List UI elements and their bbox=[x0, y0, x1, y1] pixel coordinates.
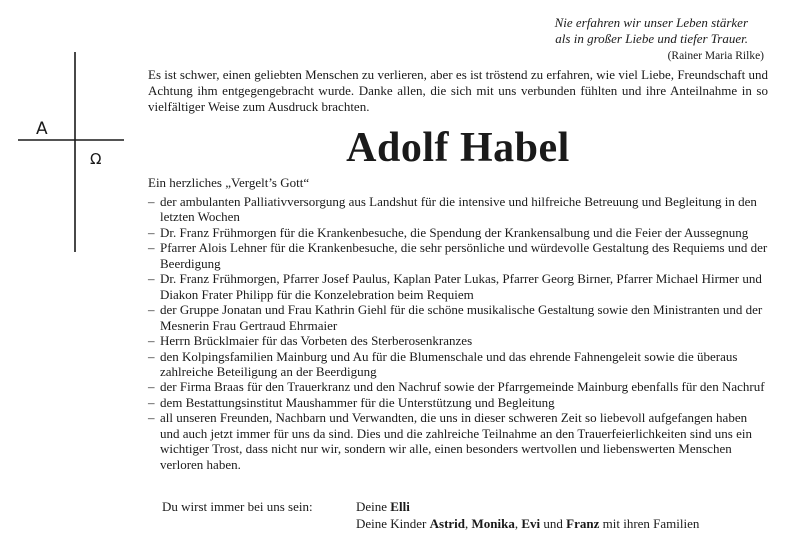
signoff-wife-line bbox=[356, 498, 410, 515]
quote-author: (Rainer Maria Rilke) bbox=[667, 50, 764, 62]
quote-line-1: Nie erfahren wir unser Leben stärker bbox=[554, 15, 748, 30]
child-name: Astrid bbox=[429, 516, 466, 531]
families-suffix: mit ihren Familien bbox=[599, 516, 700, 531]
thanks-item: – Dr. Franz Frühmorgen, Pfarrer Josef Paulus, Kaplan Pater Lukas, Pfarrer Georg Birner, Pfarrer Michael Hirmer und Diakon Frater Philipp für die Konzelebration beim Requiem bbox=[148, 271, 768, 302]
intro-paragraph: Es ist schwer, einen geliebten Menschen zu verlieren, aber es ist tröstend zu erfahren, wie viel Liebe, Freundschaft und Achtung ihm entgegengebracht wurde. Danke allen, die sich mit uns verbunden fühlten und ihre Anteilnahme in so vielfältiger Weise zum Ausdruck brachten. bbox=[148, 67, 768, 114]
signoff-children-line bbox=[162, 515, 699, 532]
signoff-lead: Du wirst immer bei uns sein: bbox=[162, 499, 313, 514]
child-name: Franz bbox=[566, 516, 600, 531]
thanks-item: – den Kolpingsfamilien Mainburg und Au für die Blumenschale und das ehrende Fahnengeleit sowie die überaus zahlreiche Beteiligung an der Beerdigung bbox=[148, 349, 768, 380]
conjunction: und bbox=[540, 516, 567, 531]
cross-icon bbox=[16, 52, 126, 252]
deceased-name: Adolf Habel bbox=[346, 125, 570, 171]
signoff bbox=[162, 498, 699, 532]
children-prefix: Deine Kinder bbox=[356, 516, 427, 531]
thanks-item: – der ambulanten Palliativversorgung aus Landshut für die intensive und hilfreiche Betreuung und Begleitung in den letzten Wochen bbox=[148, 194, 768, 225]
wife-name: Elli bbox=[390, 499, 410, 514]
child-name: Evi bbox=[521, 516, 541, 531]
thanks-item: – Pfarrer Alois Lehner für die Krankenbesuche, die sehr persönliche und würdevolle Gestaltung des Requiems und der Beerdigung bbox=[148, 240, 768, 271]
thanks-item: – dem Bestattungsinstitut Maushammer für die Unterstützung und Begleitung bbox=[148, 395, 768, 410]
wife-prefix: Deine bbox=[356, 499, 388, 514]
separator: , bbox=[514, 516, 522, 531]
quote-line-2: als in großer Liebe und tiefer Trauer. bbox=[555, 31, 748, 46]
thanks-item: – der Firma Braas für den Trauerkranz und den Nachruf sowie der Pfarrgemeinde Mainburg ebenfalls für den Nachruf bbox=[148, 379, 768, 394]
child-name: Monika bbox=[471, 516, 515, 531]
thanks-list bbox=[148, 194, 768, 472]
omega-symbol: Ω bbox=[90, 150, 102, 168]
thanks-item: – all unseren Freunden, Nachbarn und Verwandten, die uns in dieser schweren Zeit so liebevoll aufgefangen haben und auch jetzt immer für uns da sind. Dies und die zahlreiche Teilnahme an den Trauerfeierlichkeiten sind uns ein wichtiger Trost, dass nicht nur wir, sondern wir alle, einen besonders wertvollen und liebenswerten Menschen verloren haben. bbox=[148, 410, 768, 472]
thanks-item: – Dr. Franz Frühmorgen für die Krankenbesuche, die Spendung der Krankensalbung und die Feier der Aussegnung bbox=[148, 225, 768, 240]
thanks-greeting: Ein herzliches „Vergelt’s Gott“ bbox=[148, 175, 310, 190]
alpha-symbol: A bbox=[36, 119, 48, 139]
thanks-item: – der Gruppe Jonatan und Frau Kathrin Giehl für die schöne musikalische Gestaltung sowie den Ministranten und der Mesnerin Frau Gertraud Ehrmaier bbox=[148, 302, 768, 333]
separator: , bbox=[465, 516, 472, 531]
epigraph-quote bbox=[555, 15, 764, 64]
thanks-item: – Herrn Brücklmaier für das Vorbeten des Sterberosenkranzes bbox=[148, 333, 768, 348]
